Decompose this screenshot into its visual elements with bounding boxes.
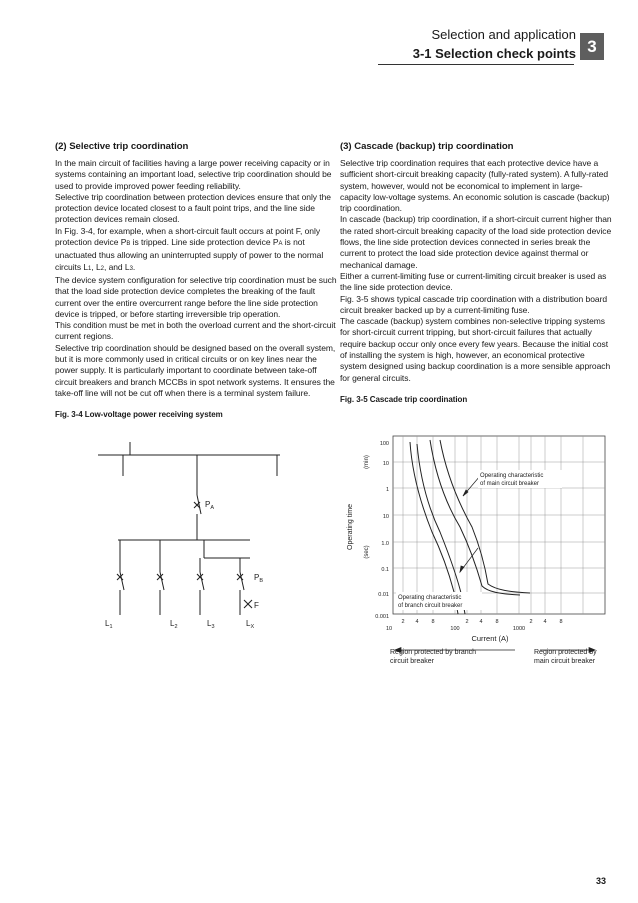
paragraph: Selective trip coordination should be designed based on the overall system, but it is more commonly used in critical circuits or on key lines near the power supply. It is particularly important to coordinate between take-off circuit breakers and branch MCCBs in spot network systems. It ensures the take-off line will not be cut off when there is a terminal system failure. (55, 342, 336, 398)
y-tick: 0.01 (378, 592, 389, 598)
x-major-tick: 10 (385, 626, 393, 632)
paragraph: This condition must be met in both the overload current and the short-circuit current regions. (55, 320, 336, 342)
x-major-tick: 100 (450, 626, 460, 632)
text-run: In Fig. 3-4, for example, when a short-circuit fault occurs at point F, only protection device P (55, 225, 321, 248)
cascade-trip-chart (340, 432, 625, 672)
paragraph: Selective trip coordination between protection devices ensure that only the protection device located closest to a fault point trips, and the line side protection devices remain closed. (55, 191, 331, 225)
x-tick: 8 (431, 619, 435, 625)
x-tick: 4 (415, 619, 419, 625)
region-main-line1: Region protected by (534, 649, 597, 656)
y-tick: 100 (379, 441, 389, 447)
y-tick: 1 (385, 487, 389, 493)
subscript: A (278, 241, 283, 248)
page-number: 33 (595, 876, 606, 886)
left-column (55, 141, 337, 421)
annotation-main-line1: Operating characteristic (480, 473, 544, 479)
x-tick: 2 (465, 619, 469, 625)
label-pb: $P_B$ (254, 573, 264, 584)
right-column (340, 141, 612, 405)
text-run: is not unactuated thus allowing an uninterrupted supply of power to the normal circuits L (55, 237, 324, 272)
chapter-badge: 3 (580, 33, 604, 60)
annotation-branch-line1: Operating characteristic (398, 595, 462, 601)
x-tick: 2 (401, 619, 405, 625)
subscript: 2 (100, 265, 104, 272)
y-unit-sec: (sec) (364, 545, 370, 559)
text-run: , and L (103, 261, 130, 272)
subscript: 3 (129, 265, 133, 272)
text-run: . (132, 261, 136, 272)
y-tick: 10 (382, 461, 389, 467)
power-receiving-diagram (90, 440, 320, 640)
paragraph: In the main circuit of facilities having a large power receiving capacity or in systems containing an important load, selective trip coordination should be used to provide improved power feeding reliability. (55, 158, 332, 191)
x-tick: 8 (559, 619, 563, 625)
subscript: 1 (88, 265, 92, 272)
paragraph: In cascade (backup) trip coordination, if a short-circuit current higher than the rated short-circuit breaking capacity of the load side protection device flows, the line side protection devices connected in series break the current to protect the load side protection device against thermal or mechanical damage. (340, 214, 612, 270)
paragraph: Fig. 3-5 shows typical cascade trip coordination with a distribution board circuit breaker backed up by a current-limiting fuse. (340, 293, 608, 315)
paragraph: The device system configuration for selective trip coordination must be such that the load side protection device completes the breaking of the fault current over the entire overcurrent range before the line side protection device is tripped, or before starting irreversible trip operation. (55, 274, 337, 319)
paragraph-fig-reference (55, 226, 337, 275)
label-l2: $L_2$ (170, 619, 178, 630)
x-tick: 8 (495, 619, 499, 625)
label-l3: $L_3$ (207, 619, 215, 630)
text-run: is tripped. Line side protection device P (132, 237, 279, 248)
section-heading-selective: (2) Selective trip coordination (55, 141, 189, 152)
y-tick: 1.0 (381, 541, 389, 547)
y-axis-label: Operating time (347, 504, 354, 550)
section-heading-cascade: (3) Cascade (backup) trip coordination (340, 141, 514, 152)
text-run: , (91, 261, 96, 272)
paragraph: Selective trip coordination requires that each protective device have a sufficient short-circuit breaking capacity (fully-rated system). A fully-rated system, however, would not be economical to implement in large-capacity low-voltage systems. An economic solution is cascade (backup) trip coordination. (340, 158, 610, 214)
y-tick: 0.1 (381, 567, 389, 573)
subscript: B (126, 241, 131, 248)
text-run: L (95, 261, 101, 272)
label-fault-f: F (254, 601, 259, 610)
label-lx: $L_X$ (246, 619, 255, 630)
x-tick: 4 (543, 619, 547, 625)
header-divider (378, 64, 574, 65)
figure-caption-3-5: Fig. 3-5 Cascade trip coordination (340, 394, 468, 404)
y-tick: 0.001 (375, 614, 389, 620)
label-pa: $P_A$ (205, 500, 215, 511)
region-branch-line2: circuit breaker (390, 658, 434, 665)
x-major-tick: 1000 (512, 626, 526, 632)
region-main-line2: main circuit breaker (534, 658, 596, 665)
x-tick: 2 (529, 619, 533, 625)
y-tick: 10 (382, 514, 389, 520)
annotation-branch-line2: of branch circuit breaker (398, 603, 463, 609)
label-l1: $L_1$ (105, 619, 113, 630)
paragraph: The cascade (backup) system combines non-selective tripping systems for short-circuit current tripping, but short-circuit failures that actually require backup occur only once every few years. Because the initial cost of installing the system is high, however, an economical protective system designed using backup coordination is a more sensible approach for general circuits. (340, 316, 611, 383)
y-unit-min: (min) (364, 455, 370, 469)
figure-caption-3-4: Fig. 3-4 Low-voltage power receiving system (55, 410, 223, 420)
x-tick: 4 (479, 619, 483, 625)
page-header-title: Selection and application (431, 27, 576, 42)
x-axis-label: Current (A) (471, 634, 509, 643)
annotation-main-line2: of main circuit breaker (480, 481, 540, 487)
page-header-subtitle: 3-1 Selection check points (412, 46, 576, 61)
paragraph: Either a current-limiting fuse or current-limiting circuit breaker is used as the line side protection device. (340, 270, 607, 293)
region-branch-line1: Region protected by branch (390, 649, 476, 656)
